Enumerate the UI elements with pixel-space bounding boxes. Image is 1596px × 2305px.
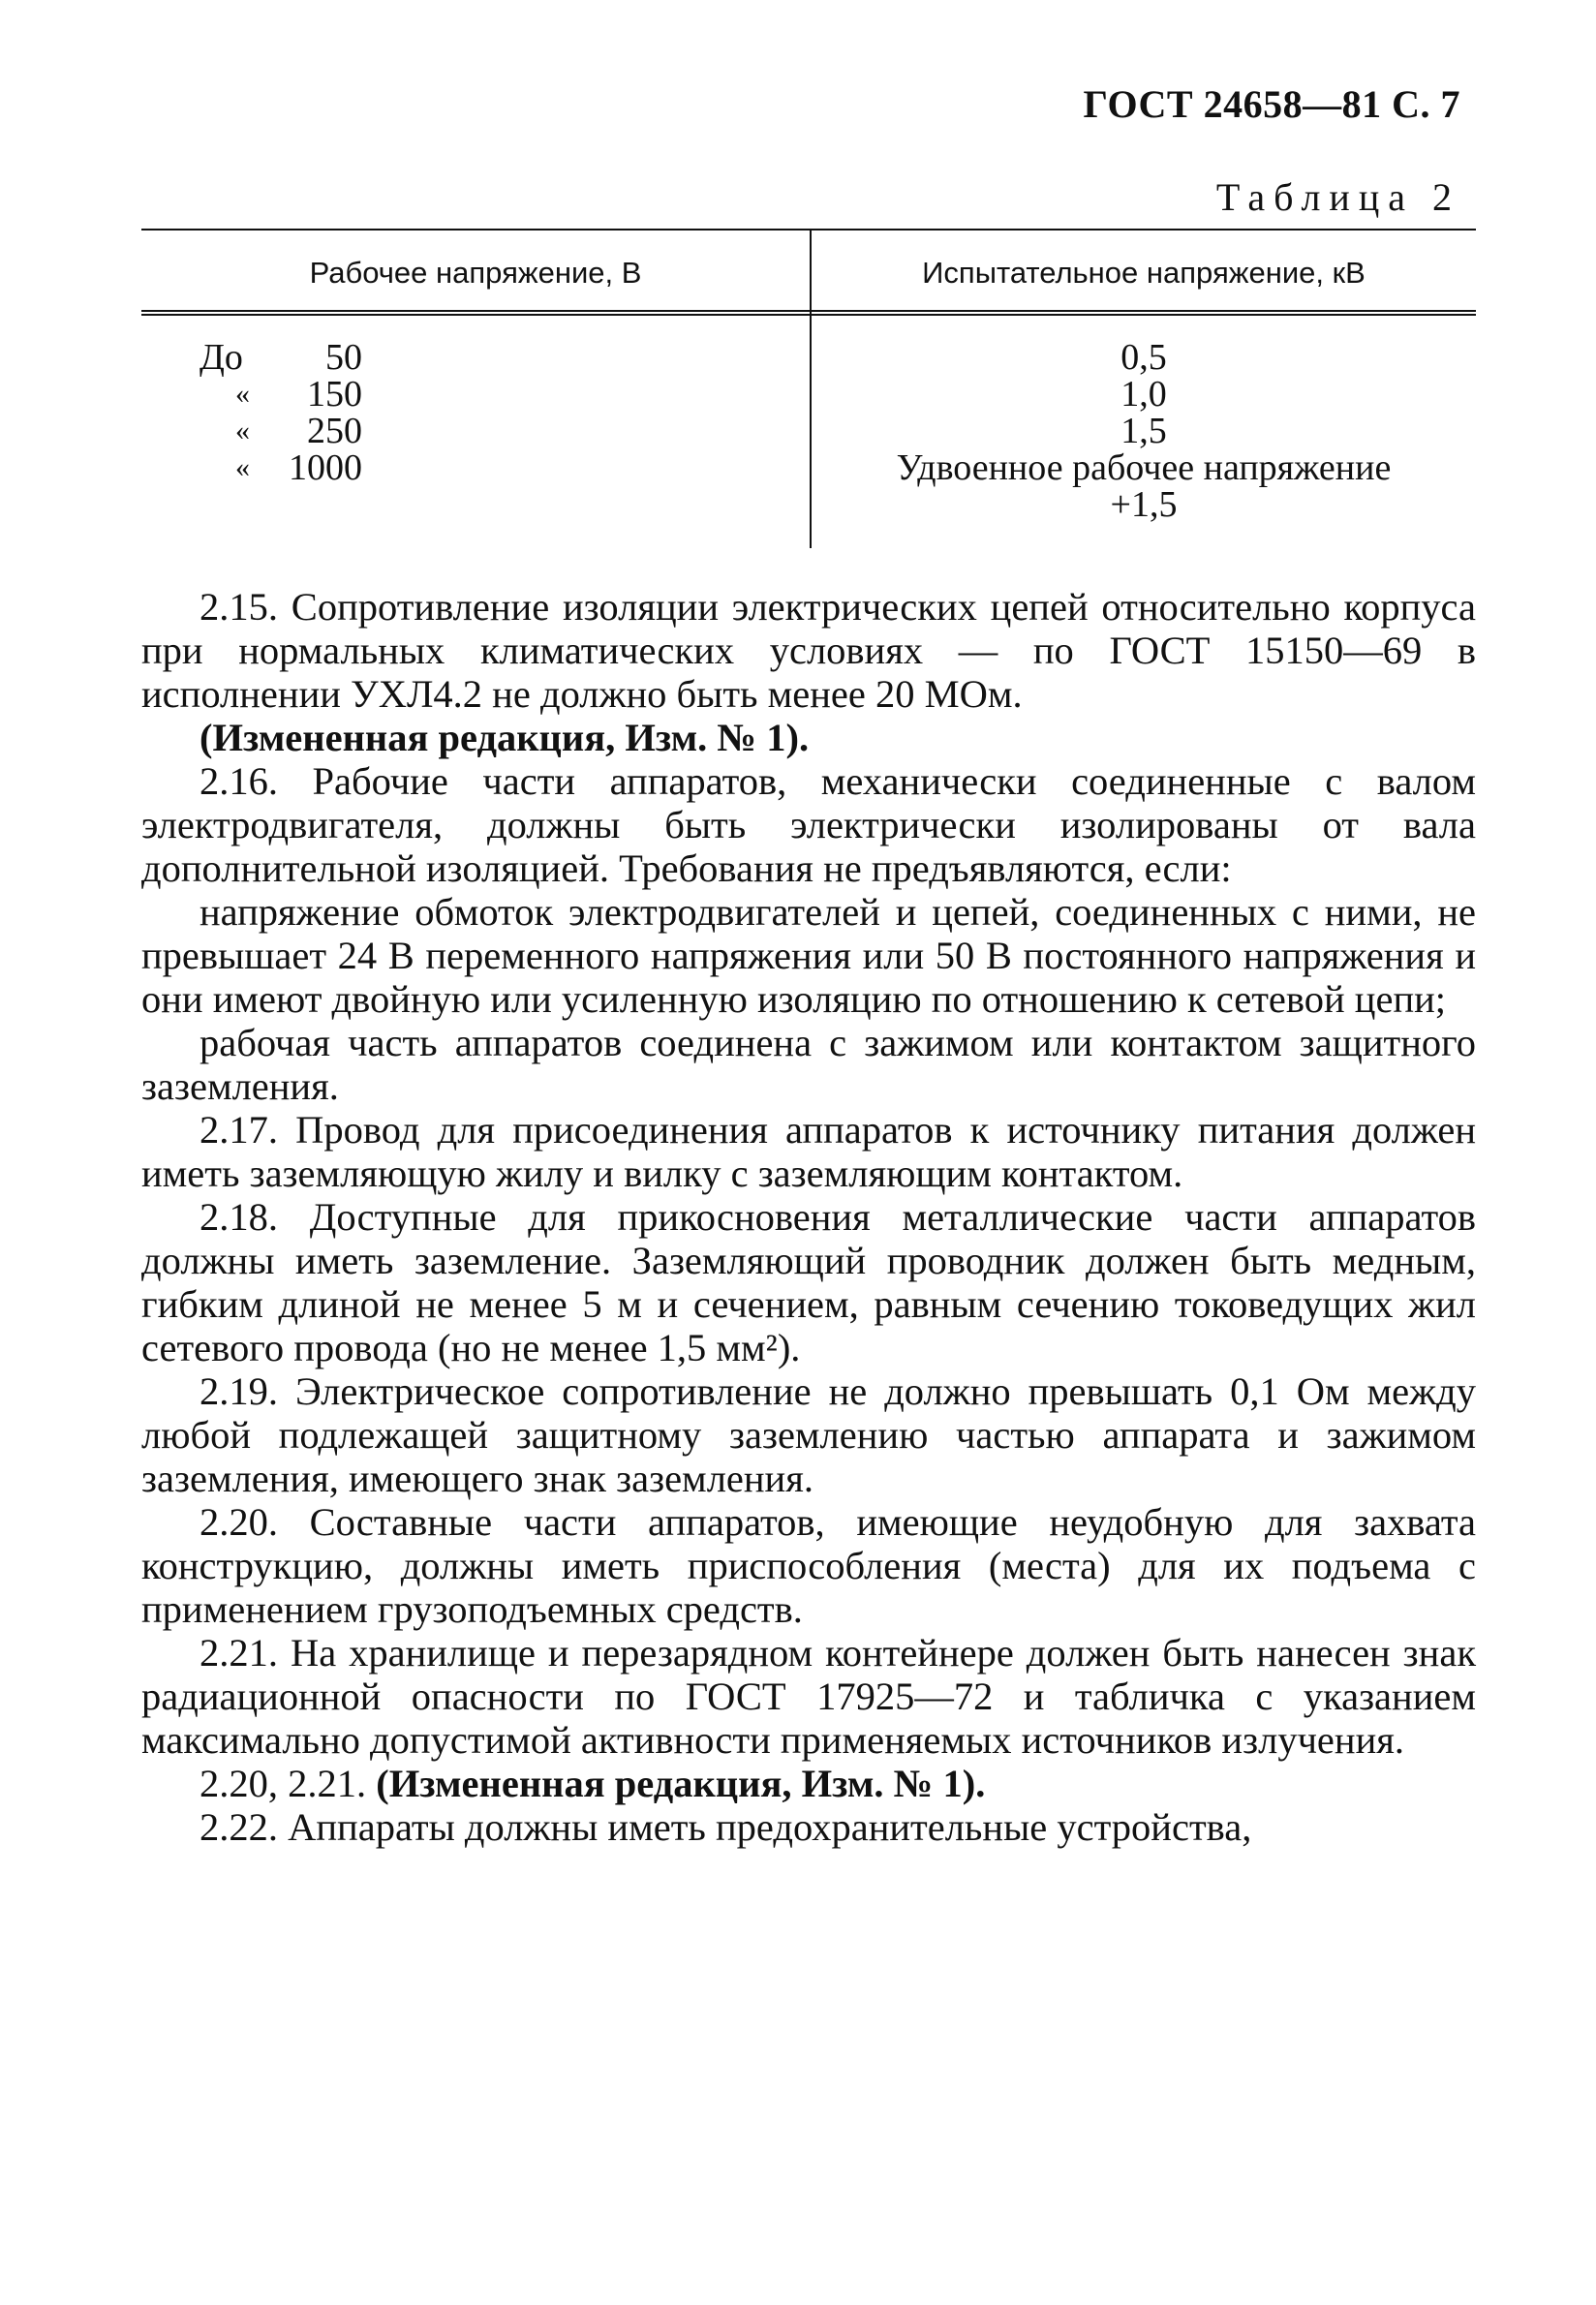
voltage-table: [141, 229, 1476, 548]
table-row: [200, 376, 362, 413]
paragraph-2-15: 2.15. Сопротивление изоляции электрических цепей относительно корпуса при нормальных климатических условиях — по ГОСТ 15150—69 в исполнении УХЛ4.2 не должно быть менее 20 МОм.: [141, 585, 1476, 716]
working-voltage-column: [200, 339, 362, 486]
amendment-note-2-20-2-21: [141, 1762, 1476, 1805]
paragraph-2-16-item-2: рабочая часть аппаратов соединена с зажимом или контактом защитного заземления.: [141, 1021, 1476, 1108]
table-header-rule-double: [141, 314, 1476, 316]
row-test-voltage: 0,5: [1120, 337, 1167, 378]
table-caption: Таблица 2: [1215, 175, 1460, 219]
paragraph-2-17: 2.17. Провод для присоединения аппаратов к источнику питания должен иметь заземляющую жилу и вилку с заземляющим контактом.: [141, 1108, 1476, 1195]
paragraph-2-19: 2.19. Электрическое сопротивление не должно превышать 0,1 Ом между любой подлежащей защитному заземлению частью аппарата и зажимом заземления, имеющего знак заземления.: [141, 1369, 1476, 1500]
row-prefix: «: [235, 415, 250, 446]
paragraph-2-18: 2.18. Доступные для прикосновения металлические части аппаратов должны иметь заземление. Заземляющий проводник должен быть медным, гибким длиной не менее 5 м и сечением, равным сечению токоведущих жил сетевого провода (но не менее 1,5 мм²).: [141, 1195, 1476, 1369]
test-voltage-column: [812, 339, 1476, 523]
body-text: [141, 585, 1476, 1849]
page-header: ГОСТ 24658—81 С. 7: [1083, 82, 1460, 126]
row-test-voltage: Удвоенное рабочее напряжение: [896, 447, 1392, 488]
paragraph-2-16: 2.16. Рабочие части аппаратов, механически соединенные с валом электродвигателя, должны быть электрически изолированы от вала дополнительной изоляцией. Требования не предъявляются, если:: [141, 759, 1476, 890]
paragraph-2-21: 2.21. На хранилище и перезарядном контейнере должен быть нанесен знак радиационной опасности по ГОСТ 17925—72 и табличка с указанием максимально допустимой активности применяемых источников излучения.: [141, 1631, 1476, 1762]
row-prefix: «: [235, 451, 250, 483]
table-header-working-voltage: Рабочее напряжение, В: [309, 256, 642, 290]
table-row: [200, 413, 362, 449]
paragraph-2-16-item-1: напряжение обмоток электродвигателей и цепей, соединенных с ними, не превышает 24 В переменного напряжения или 50 В постоянного напряжения и они имеют двойную или усиленную изоляцию по отношению к сетевой цепи;: [141, 890, 1476, 1021]
row-voltage: 50: [325, 337, 362, 378]
paragraph-2-22: 2.22. Аппараты должны иметь предохранительные устройства,: [200, 1805, 1252, 1849]
row-prefix: «: [235, 378, 250, 410]
row-test-voltage: 1,5: [1120, 411, 1167, 451]
table-row: [200, 339, 362, 376]
amendment-ref: 2.20, 2.21.: [200, 1762, 377, 1805]
row-voltage: 1000: [289, 447, 362, 488]
amendment-note: (Измененная редакция, Изм. № 1).: [200, 716, 810, 759]
row-voltage: 150: [307, 374, 362, 415]
row-test-voltage: 1,0: [1120, 374, 1167, 415]
table-header-test-voltage: Испытательное напряжение, кВ: [922, 256, 1366, 290]
table-header-rule: [141, 310, 1476, 312]
row-voltage: 250: [307, 411, 362, 451]
table-top-rule: [141, 229, 1476, 230]
table-row: [200, 449, 362, 486]
row-prefix: До: [200, 337, 243, 378]
row-test-voltage-extra: +1,5: [1110, 484, 1178, 525]
paragraph-2-20: 2.20. Составные части аппаратов, имеющие неудобную для захвата конструкцию, должны иметь приспособления (места) для их подъема с применением грузоподъемных средств.: [141, 1500, 1476, 1631]
amendment-ref-bold: (Измененная редакция, Изм. № 1).: [376, 1762, 986, 1805]
